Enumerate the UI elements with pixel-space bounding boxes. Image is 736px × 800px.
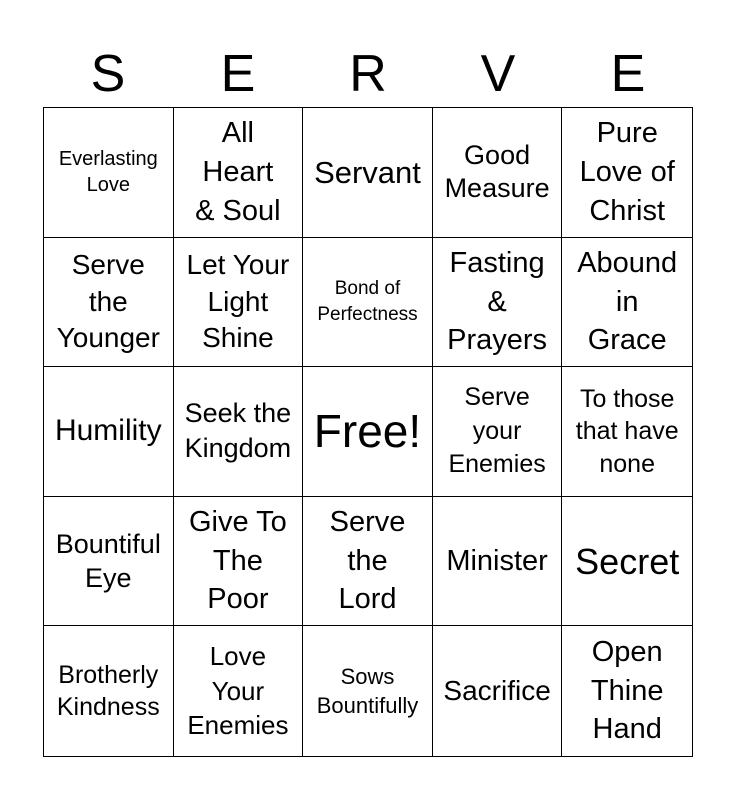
bingo-cell-text: Humility — [54, 414, 162, 448]
bingo-cell-text: Everlasting Love — [58, 148, 158, 197]
bingo-cell[interactable] — [303, 626, 433, 756]
header-letter-s: S — [90, 45, 126, 103]
bingo-cell[interactable] — [433, 497, 563, 627]
bingo-cell-text: Serve the Younger — [56, 249, 160, 354]
bingo-cell[interactable] — [303, 108, 433, 238]
bingo-cell[interactable] — [562, 238, 692, 368]
bingo-cell-text: Serve the Lord — [329, 506, 406, 616]
bingo-cell[interactable] — [562, 626, 692, 756]
bingo-cell-text: Serve your Enemies — [448, 382, 546, 479]
bingo-cell[interactable] — [433, 108, 563, 238]
bingo-cell[interactable] — [562, 367, 692, 497]
bingo-cell[interactable] — [174, 497, 304, 627]
bingo-cell-text: Love Your Enemies — [187, 641, 289, 741]
bingo-cell-text: Good Measure — [444, 139, 550, 204]
bingo-cell[interactable] — [303, 238, 433, 368]
bingo-cell[interactable] — [433, 238, 563, 368]
bingo-cell[interactable] — [44, 238, 174, 368]
bingo-cell-text: Brotherly Kindness — [56, 660, 160, 722]
bingo-cell[interactable] — [433, 367, 563, 497]
header-letter-v: V — [480, 45, 516, 103]
bingo-cell-text: Abound in Grace — [577, 247, 678, 357]
bingo-cell-text: Secret — [575, 540, 680, 582]
bingo-cell-text: Bond of Perfectness — [317, 278, 418, 325]
bingo-cell-text: Sacrifice — [443, 675, 551, 707]
bingo-cell-text: Open Thine Hand — [590, 636, 664, 746]
bingo-cell[interactable] — [44, 497, 174, 627]
bingo-cell[interactable] — [303, 367, 433, 497]
bingo-cell[interactable] — [44, 626, 174, 756]
bingo-cell[interactable] — [562, 497, 692, 627]
bingo-cell[interactable] — [174, 626, 304, 756]
bingo-cell-text: Pure Love of Christ — [579, 117, 675, 227]
bingo-cell-text: Bountiful Eye — [55, 528, 161, 594]
bingo-cell[interactable] — [562, 108, 692, 238]
bingo-cell-text: Fasting & Prayers — [447, 247, 548, 357]
bingo-cell-text: Give To The Poor — [188, 506, 287, 616]
bingo-cell-text: Minister — [446, 544, 548, 577]
bingo-grid — [43, 107, 693, 757]
bingo-cell-text: Sows Bountifully — [316, 663, 419, 719]
bingo-cell[interactable] — [433, 626, 563, 756]
bingo-cell[interactable] — [303, 497, 433, 627]
bingo-cell[interactable] — [44, 367, 174, 497]
bingo-cell[interactable] — [174, 367, 304, 497]
bingo-cell-text: Seek the Kingdom — [184, 398, 292, 464]
header-letter-r: R — [349, 45, 387, 103]
bingo-cell-text: To those that have none — [575, 384, 679, 478]
bingo-cell[interactable] — [174, 108, 304, 238]
bingo-cell[interactable] — [174, 238, 304, 368]
bingo-cell-text: Servant — [314, 154, 421, 190]
header-letter-e: E — [220, 45, 256, 103]
bingo-cell-text: Let Your Light Shine — [186, 249, 290, 354]
bingo-cell-text: All Heart & Soul — [195, 117, 281, 227]
bingo-cell[interactable] — [44, 108, 174, 238]
header-letter-e2: E — [610, 45, 646, 103]
bingo-cell-text: Free! — [313, 405, 422, 458]
bingo-header — [43, 40, 693, 108]
